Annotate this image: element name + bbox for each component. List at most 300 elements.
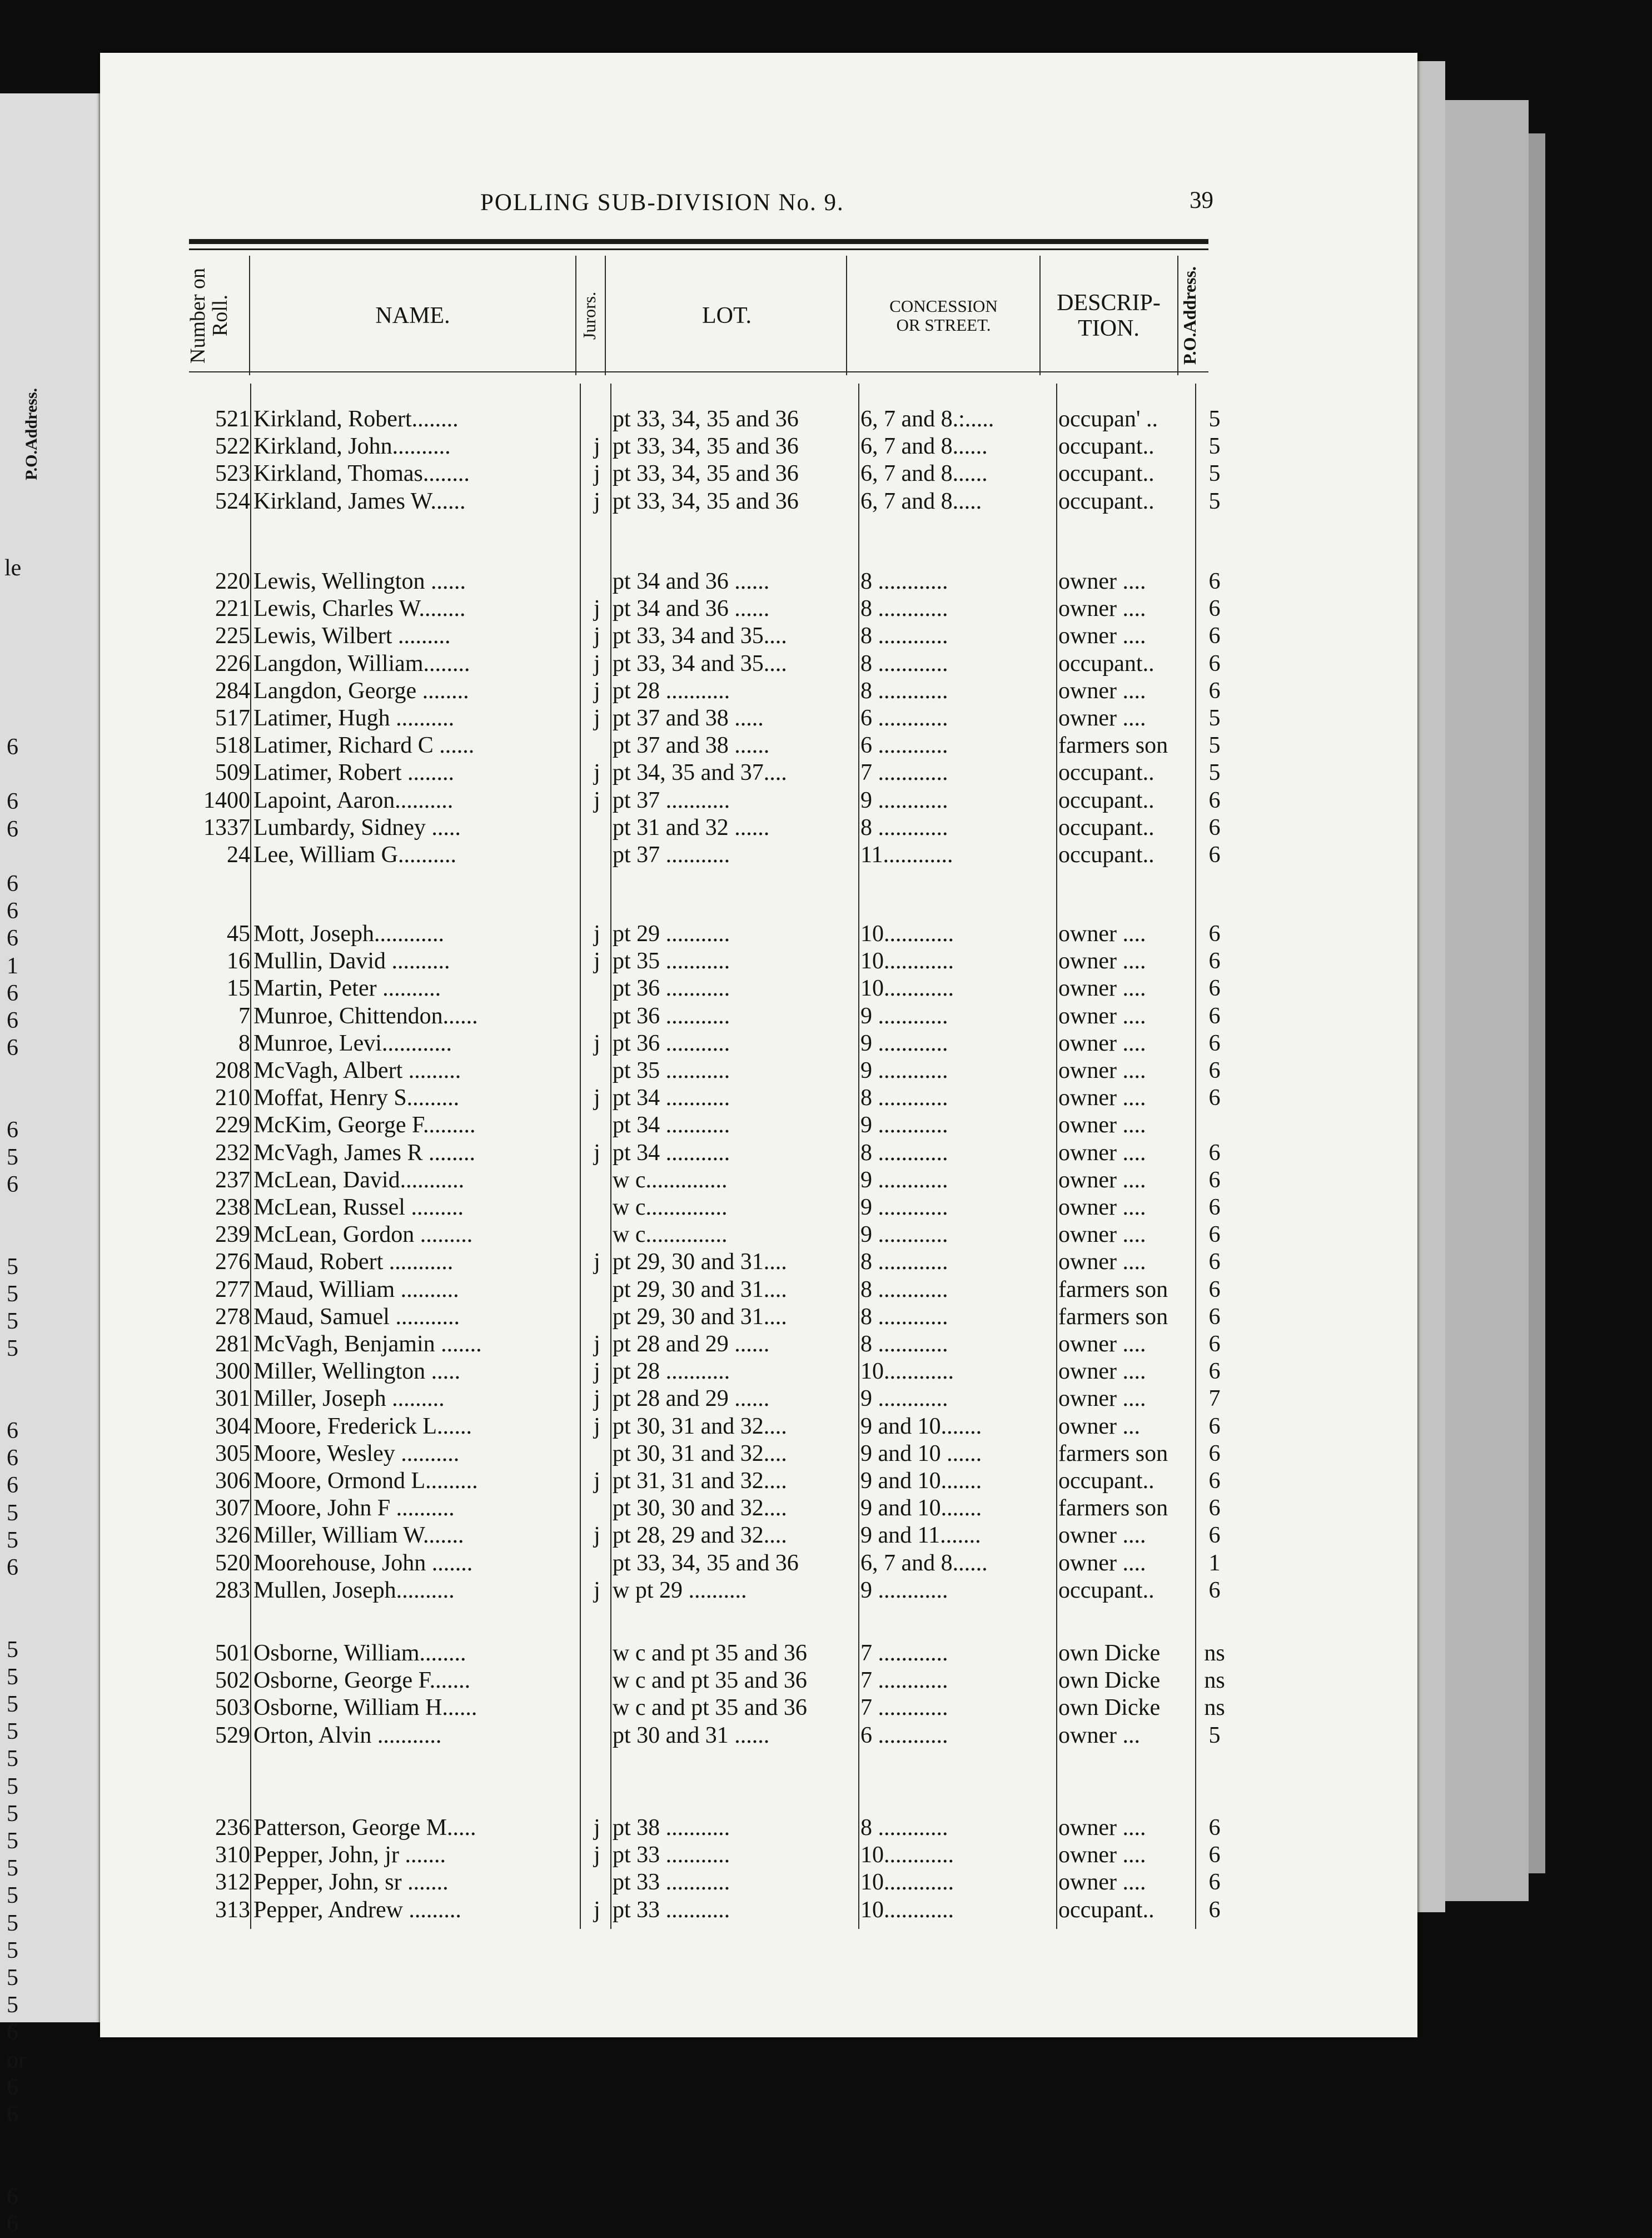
voter-name: McVagh, Benjamin ....... xyxy=(253,1331,482,1357)
lot: pt 31, 31 and 32.... xyxy=(613,1468,787,1494)
voter-name: Maud, Robert ........... xyxy=(253,1249,454,1275)
left-page-margin-number: 5 xyxy=(7,1910,18,1936)
left-page-margin-number: 6 xyxy=(7,2020,18,2046)
concession: 8 ............ xyxy=(860,1331,948,1357)
column-divider xyxy=(250,384,251,1929)
lot: pt 36 ........... xyxy=(613,976,730,1002)
left-page-margin-number: 5 xyxy=(7,1773,18,1799)
roll-number: 7 xyxy=(238,1003,250,1029)
voter-name: McLean, Russel ......... xyxy=(253,1195,464,1220)
roll-number: 300 xyxy=(215,1359,250,1385)
po-address: 6 xyxy=(1208,623,1221,649)
roll-number: 326 xyxy=(215,1523,250,1549)
roll-number: 502 xyxy=(215,1668,250,1694)
left-page-margin-number: 6 xyxy=(7,1473,18,1499)
po-address: 6 xyxy=(1208,1495,1221,1521)
column-header-jurors xyxy=(578,258,605,372)
po-address: 6 xyxy=(1208,1331,1221,1357)
lot: pt 33, 34, 35 and 36 xyxy=(613,406,799,432)
roll-number: 305 xyxy=(215,1440,250,1466)
lot: pt 33, 34 and 35.... xyxy=(613,623,787,649)
voter-name: Moorehouse, John ....... xyxy=(253,1550,473,1576)
concession: 6, 7 and 8...... xyxy=(860,461,988,487)
voter-name: Lewis, Charles W........ xyxy=(253,596,466,622)
lot: w c.............. xyxy=(613,1167,728,1193)
concession: 7 ............ xyxy=(860,1695,948,1721)
left-page-margin-number: 5 xyxy=(7,1692,18,1717)
juror-mark: j xyxy=(594,1577,600,1603)
roll-number: 210 xyxy=(215,1085,250,1111)
description: occupant.. xyxy=(1058,434,1155,460)
roll-number: 313 xyxy=(215,1897,250,1923)
description: occupant.. xyxy=(1058,1468,1155,1494)
po-address: 6 xyxy=(1208,1167,1221,1193)
description: owner ... xyxy=(1058,1413,1140,1439)
voter-name: Munroe, Levi............ xyxy=(253,1030,452,1056)
po-address: 5 xyxy=(1208,1722,1221,1748)
voter-name: Moore, Frederick L...... xyxy=(253,1413,472,1439)
juror-mark: j xyxy=(594,705,600,731)
lot: pt 35 ........... xyxy=(613,1058,730,1083)
po-address: 6 xyxy=(1208,921,1221,947)
voter-name: Lee, William G.......... xyxy=(253,842,456,868)
left-page-margin-number: 5 xyxy=(7,1828,18,1854)
juror-mark: j xyxy=(594,1331,600,1357)
concession: 9 ............ xyxy=(860,1058,948,1083)
juror-mark: j xyxy=(594,488,600,514)
column-header-number-text: Number on Roll. xyxy=(186,267,232,364)
left-page-margin-number: 5 xyxy=(7,1527,18,1553)
roll-number: 529 xyxy=(215,1722,250,1748)
concession: 8 ............ xyxy=(860,814,948,841)
juror-mark: j xyxy=(594,1523,600,1549)
voter-name: Lapoint, Aaron.......... xyxy=(253,787,454,813)
left-page-margin-number: 5 xyxy=(7,1965,18,1991)
left-page-margin-number: 6 xyxy=(7,734,18,760)
concession: 9 ............ xyxy=(860,1386,948,1412)
roll-number: 307 xyxy=(215,1495,250,1521)
description: owner .... xyxy=(1058,1167,1146,1193)
left-page-margin-number: 5 xyxy=(7,1883,18,1909)
header-rule xyxy=(189,239,1208,244)
po-address: 6 xyxy=(1208,1440,1221,1466)
juror-mark: j xyxy=(594,1030,600,1056)
left-page-margin-number: 5 xyxy=(7,1937,18,1963)
voter-name: Latimer, Richard C ...... xyxy=(253,733,475,759)
left-page-fragment: le xyxy=(4,555,22,581)
lot: w pt 29 .......... xyxy=(613,1577,747,1603)
description: occupant.. xyxy=(1058,842,1155,868)
column-header-number xyxy=(187,258,242,372)
concession: 6, 7 and 8..... xyxy=(860,488,982,514)
left-page-margin-number: 5 xyxy=(7,1856,18,1882)
concession: 10............ xyxy=(860,976,954,1002)
description: owner .... xyxy=(1058,1112,1146,1138)
description: occupant.. xyxy=(1058,488,1155,514)
left-page-margin-number: 6 xyxy=(7,1035,18,1061)
left-page-margin-number: 6 xyxy=(7,871,18,897)
po-address: 6 xyxy=(1208,1085,1221,1111)
voter-name: Miller, Wellington ..... xyxy=(253,1359,461,1385)
column-header-lot xyxy=(606,258,848,372)
left-page-margin-number: 6 xyxy=(7,2184,18,2210)
left-page-margin-number: 5 xyxy=(7,1637,18,1663)
roll-number: 524 xyxy=(215,488,250,514)
concession: 10............ xyxy=(860,1897,954,1923)
roll-number: 8 xyxy=(238,1030,250,1056)
concession: 8 ............ xyxy=(860,1276,948,1302)
po-address: 5 xyxy=(1208,705,1221,731)
description: owner .... xyxy=(1058,1222,1146,1248)
voter-name: Kirkland, John.......... xyxy=(253,434,451,460)
lot: pt 29, 30 and 31.... xyxy=(613,1276,787,1302)
po-address: 6 xyxy=(1208,1003,1221,1029)
column-header-lot-text: LOT. xyxy=(701,302,752,329)
left-page-margin-number: 6 xyxy=(7,1117,18,1143)
roll-number: 221 xyxy=(215,596,250,622)
lot: pt 34 ........... xyxy=(613,1112,730,1138)
left-page-margin-number: 6 xyxy=(7,789,18,815)
po-address: 6 xyxy=(1208,1058,1221,1083)
description: owner .... xyxy=(1058,1550,1146,1576)
po-address: 6 xyxy=(1208,1468,1221,1494)
juror-mark: j xyxy=(594,1842,600,1868)
description: owner .... xyxy=(1058,1003,1146,1029)
description: occupant.. xyxy=(1058,787,1155,813)
roll-number: 276 xyxy=(215,1249,250,1275)
roll-number: 236 xyxy=(215,1815,250,1841)
concession: 8 ............ xyxy=(860,1815,948,1841)
description: occupan' .. xyxy=(1058,406,1158,432)
po-address: 6 xyxy=(1208,1897,1221,1923)
description: owner .... xyxy=(1058,1815,1146,1841)
po-address: 6 xyxy=(1208,1815,1221,1841)
voter-name: Orton, Alvin ........... xyxy=(253,1722,442,1748)
page-number: 39 xyxy=(1190,187,1213,213)
description: owner .... xyxy=(1058,1842,1146,1868)
juror-mark: j xyxy=(594,1468,600,1494)
roll-number: 15 xyxy=(227,976,250,1002)
left-page-margin-number: 6 xyxy=(7,926,18,952)
description: owner .... xyxy=(1058,1869,1146,1896)
description: occupant.. xyxy=(1058,461,1155,487)
roll-number: 208 xyxy=(215,1058,250,1083)
concession: 7 ............ xyxy=(860,1640,948,1666)
roll-number: 509 xyxy=(215,760,250,786)
lot: pt 31 and 32 ...... xyxy=(613,814,770,841)
po-address: 6 xyxy=(1208,787,1221,813)
description: occupant.. xyxy=(1058,814,1155,841)
po-address: 6 xyxy=(1208,1869,1221,1896)
header-divider xyxy=(1177,256,1178,375)
voter-name: Langdon, William........ xyxy=(253,650,470,677)
lot: pt 30, 31 and 32.... xyxy=(613,1413,787,1439)
left-page-margin-number: 6 xyxy=(7,1172,18,1198)
description: farmers son xyxy=(1058,1495,1168,1521)
juror-mark: j xyxy=(594,1359,600,1385)
roll-number: 45 xyxy=(227,921,250,947)
roll-number: 16 xyxy=(227,948,250,974)
concession: 6 ............ xyxy=(860,705,948,731)
lot: pt 29, 30 and 31.... xyxy=(613,1304,787,1330)
column-header-concession xyxy=(848,258,1039,372)
column-divider xyxy=(1195,384,1196,1929)
lot: pt 33, 34, 35 and 36 xyxy=(613,1550,799,1576)
lot: pt 30 and 31 ...... xyxy=(613,1722,770,1748)
lot: pt 29 ........... xyxy=(613,921,730,947)
lot: w c and pt 35 and 36 xyxy=(613,1640,807,1666)
description: owner .... xyxy=(1058,1058,1146,1083)
juror-mark: j xyxy=(594,1815,600,1841)
left-page-margin-number: 5 xyxy=(7,1719,18,1745)
po-address: 5 xyxy=(1208,760,1221,786)
left-page-margin-number: 5 xyxy=(7,1145,18,1170)
concession: 9 and 11....... xyxy=(860,1523,981,1549)
lot: pt 33 ........... xyxy=(613,1869,730,1896)
left-page-margin-number: 6 xyxy=(7,2074,18,2100)
left-page-margin-number: 5 xyxy=(7,1254,18,1280)
lot: pt 37 and 38 ..... xyxy=(613,705,764,731)
description: owner .... xyxy=(1058,596,1146,622)
description: farmers son xyxy=(1058,733,1168,759)
left-page-margin-number: 6 xyxy=(7,1445,18,1471)
lot: pt 36 ........... xyxy=(613,1003,730,1029)
po-address: 6 xyxy=(1208,1195,1221,1220)
lot: pt 34 and 36 ...... xyxy=(613,569,770,594)
roll-number: 521 xyxy=(215,406,250,432)
voter-name: Langdon, George ........ xyxy=(253,678,469,704)
roll-number: 284 xyxy=(215,678,250,704)
lot: pt 28 and 29 ...... xyxy=(613,1331,770,1357)
left-page-margin-number: 1 xyxy=(7,953,18,979)
lot: pt 33, 34, 35 and 36 xyxy=(613,461,799,487)
column-header-name-text: NAME. xyxy=(375,302,450,329)
lot: pt 37 ........... xyxy=(613,787,730,813)
po-address: 6 xyxy=(1208,1523,1221,1549)
description: owner .... xyxy=(1058,948,1146,974)
voter-name: McKim, George F......... xyxy=(253,1112,476,1138)
po-address: ns xyxy=(1204,1668,1225,1694)
description: owner .... xyxy=(1058,1386,1146,1412)
concession: 9 and 10....... xyxy=(860,1468,982,1494)
left-page-margin-number: 5 xyxy=(7,1992,18,2018)
description: farmers son xyxy=(1058,1304,1168,1330)
po-address: 6 xyxy=(1208,596,1221,622)
lot: pt 30, 31 and 32.... xyxy=(613,1440,787,1466)
description: own Dicke xyxy=(1058,1640,1161,1666)
description: farmers son xyxy=(1058,1440,1168,1466)
juror-mark: j xyxy=(594,1897,600,1923)
left-page-margin-number: 6 xyxy=(7,2102,18,2127)
concession: 10............ xyxy=(860,921,954,947)
roll-number: 517 xyxy=(215,705,250,731)
voter-name: Miller, William W....... xyxy=(253,1523,464,1549)
lot: pt 29, 30 and 31.... xyxy=(613,1249,787,1275)
voter-name: Pepper, John, jr ....... xyxy=(253,1842,446,1868)
concession: 8 ............ xyxy=(860,569,948,594)
juror-mark: j xyxy=(594,1249,600,1275)
roll-number: 301 xyxy=(215,1386,250,1412)
left-page-margin-number: 6 xyxy=(7,898,18,924)
header-divider xyxy=(846,256,847,375)
description: owner .... xyxy=(1058,705,1146,731)
concession: 9 and 10....... xyxy=(860,1413,982,1439)
roll-number: 225 xyxy=(215,623,250,649)
concession: 8 ............ xyxy=(860,596,948,622)
lot: pt 34, 35 and 37.... xyxy=(613,760,787,786)
lot: pt 28 ........... xyxy=(613,678,730,704)
description: owner .... xyxy=(1058,1359,1146,1385)
voter-name: Osborne, William H...... xyxy=(253,1695,477,1721)
column-header-description-line1: DESCRIP- xyxy=(1057,290,1161,316)
left-page-margin-number: 6 xyxy=(7,816,18,842)
roll-number: 520 xyxy=(215,1550,250,1576)
roll-number: 503 xyxy=(215,1695,250,1721)
concession: 8 ............ xyxy=(860,1140,948,1166)
juror-mark: j xyxy=(594,948,600,974)
voter-name: Patterson, George M..... xyxy=(253,1815,476,1841)
juror-mark: j xyxy=(594,1140,600,1166)
po-address: 6 xyxy=(1208,814,1221,841)
roll-number: 306 xyxy=(215,1468,250,1494)
description: occupant.. xyxy=(1058,760,1155,786)
lot: w c.............. xyxy=(613,1222,728,1248)
column-header-po-address-text: P.O.Address. xyxy=(1180,266,1200,365)
po-address: 6 xyxy=(1208,948,1221,974)
po-address: 5 xyxy=(1208,488,1221,514)
juror-mark: j xyxy=(594,1413,600,1439)
roll-number: 238 xyxy=(215,1195,250,1220)
lot: w c.............. xyxy=(613,1195,728,1220)
po-address: 7 xyxy=(1208,1386,1221,1412)
left-page-margin-number: 5 xyxy=(7,1500,18,1526)
description: owner .... xyxy=(1058,569,1146,594)
roll-number: 24 xyxy=(227,842,250,868)
juror-mark: j xyxy=(594,623,600,649)
voter-name: Lumbardy, Sidney ..... xyxy=(253,814,461,841)
left-page-margin-number: 6 xyxy=(7,1418,18,1444)
description: owner .... xyxy=(1058,623,1146,649)
roll-number: 522 xyxy=(215,434,250,460)
description: owner .... xyxy=(1058,1030,1146,1056)
page-title: POLLING SUB-DIVISION No. 9. xyxy=(480,190,844,216)
left-page-margin-number: or xyxy=(7,2047,26,2073)
concession: 6, 7 and 8...... xyxy=(860,1550,988,1576)
description: occupant.. xyxy=(1058,1897,1155,1923)
voter-name: Latimer, Robert ........ xyxy=(253,760,455,786)
description: owner .... xyxy=(1058,1331,1146,1357)
lot: pt 33, 34 and 35.... xyxy=(613,650,787,677)
description: owner ... xyxy=(1058,1722,1140,1748)
description: owner .... xyxy=(1058,1195,1146,1220)
roll-number: 501 xyxy=(215,1640,250,1666)
po-address: 6 xyxy=(1208,650,1221,677)
lot: pt 33, 34, 35 and 36 xyxy=(613,488,799,514)
lot: pt 34 ........... xyxy=(613,1140,730,1166)
roll-number: 278 xyxy=(215,1304,250,1330)
description: own Dicke xyxy=(1058,1695,1161,1721)
roll-number: 220 xyxy=(215,569,250,594)
left-page-margin-number: 6 xyxy=(7,1555,18,1580)
header-rule xyxy=(189,248,1208,250)
voter-name: Latimer, Hugh .......... xyxy=(253,705,455,731)
po-address: 6 xyxy=(1208,1140,1221,1166)
po-address: 5 xyxy=(1208,461,1221,487)
left-page-margin-number: 6 xyxy=(7,980,18,1006)
roll-number: 304 xyxy=(215,1413,250,1439)
left-page-margin-number: 5 xyxy=(7,1309,18,1335)
juror-mark: j xyxy=(594,1085,600,1111)
voter-name: Mullin, David .......... xyxy=(253,948,450,974)
roll-number: 310 xyxy=(215,1842,250,1868)
lot: pt 33 ........... xyxy=(613,1897,730,1923)
roll-number: 237 xyxy=(215,1167,250,1193)
roll-number: 1337 xyxy=(203,814,250,841)
po-address: ns xyxy=(1204,1640,1225,1666)
voter-name: Lewis, Wilbert ......... xyxy=(253,623,451,649)
lot: pt 28, 29 and 32.... xyxy=(613,1523,787,1549)
column-header-po-address xyxy=(1178,258,1208,372)
description: farmers son xyxy=(1058,1276,1168,1302)
header-rule xyxy=(189,371,1208,372)
left-page-address-label: P.O.Address. xyxy=(22,388,41,480)
concession: 10............ xyxy=(860,1869,954,1896)
po-address: 6 xyxy=(1208,678,1221,704)
lot: pt 33 ........... xyxy=(613,1842,730,1868)
concession: 9 ............ xyxy=(860,1222,948,1248)
voter-name: Moffat, Henry S......... xyxy=(253,1085,460,1111)
voter-name: Moore, Ormond L......... xyxy=(253,1468,478,1494)
lot: pt 30, 30 and 32.... xyxy=(613,1495,787,1521)
left-page xyxy=(0,93,107,2237)
concession: 6 ............ xyxy=(860,1722,948,1748)
juror-mark: j xyxy=(594,921,600,947)
column-divider xyxy=(1056,384,1057,1929)
lot: w c and pt 35 and 36 xyxy=(613,1668,807,1694)
lot: pt 36 ........... xyxy=(613,1030,730,1056)
concession: 8 ............ xyxy=(860,650,948,677)
voter-name: McVagh, James R ........ xyxy=(253,1140,475,1166)
left-page-margin-number: 5 xyxy=(7,1664,18,1690)
voter-name: McLean, Gordon ......... xyxy=(253,1222,473,1248)
po-address: 6 xyxy=(1208,842,1221,868)
left-page-margin-number: 5 xyxy=(7,1746,18,1772)
concession: 9 ............ xyxy=(860,787,948,813)
concession: 6, 7 and 8...... xyxy=(860,434,988,460)
roll-number: 283 xyxy=(215,1577,250,1603)
lot: pt 37 and 38 ...... xyxy=(613,733,770,759)
roll-number: 226 xyxy=(215,650,250,677)
voter-name: Kirkland, Thomas........ xyxy=(253,461,470,487)
voter-name: Kirkland, James W...... xyxy=(253,488,466,514)
voter-name: Osborne, William........ xyxy=(253,1640,466,1666)
column-header-name xyxy=(250,258,575,372)
concession: 11............ xyxy=(860,842,953,868)
po-address: 6 xyxy=(1208,1413,1221,1439)
roll-number: 1400 xyxy=(203,787,250,813)
po-address: 6 xyxy=(1208,1359,1221,1385)
lot: pt 28 ........... xyxy=(613,1359,730,1385)
column-header-concession-line2: OR STREET. xyxy=(896,315,991,335)
juror-mark: j xyxy=(594,787,600,813)
concession: 9 and 10 ...... xyxy=(860,1440,982,1466)
lot: w c and pt 35 and 36 xyxy=(613,1695,807,1721)
voter-name: Martin, Peter .......... xyxy=(253,976,441,1002)
concession: 10............ xyxy=(860,948,954,974)
concession: 9 ............ xyxy=(860,1195,948,1220)
po-address: 6 xyxy=(1208,1304,1221,1330)
concession: 9 and 10....... xyxy=(860,1495,982,1521)
